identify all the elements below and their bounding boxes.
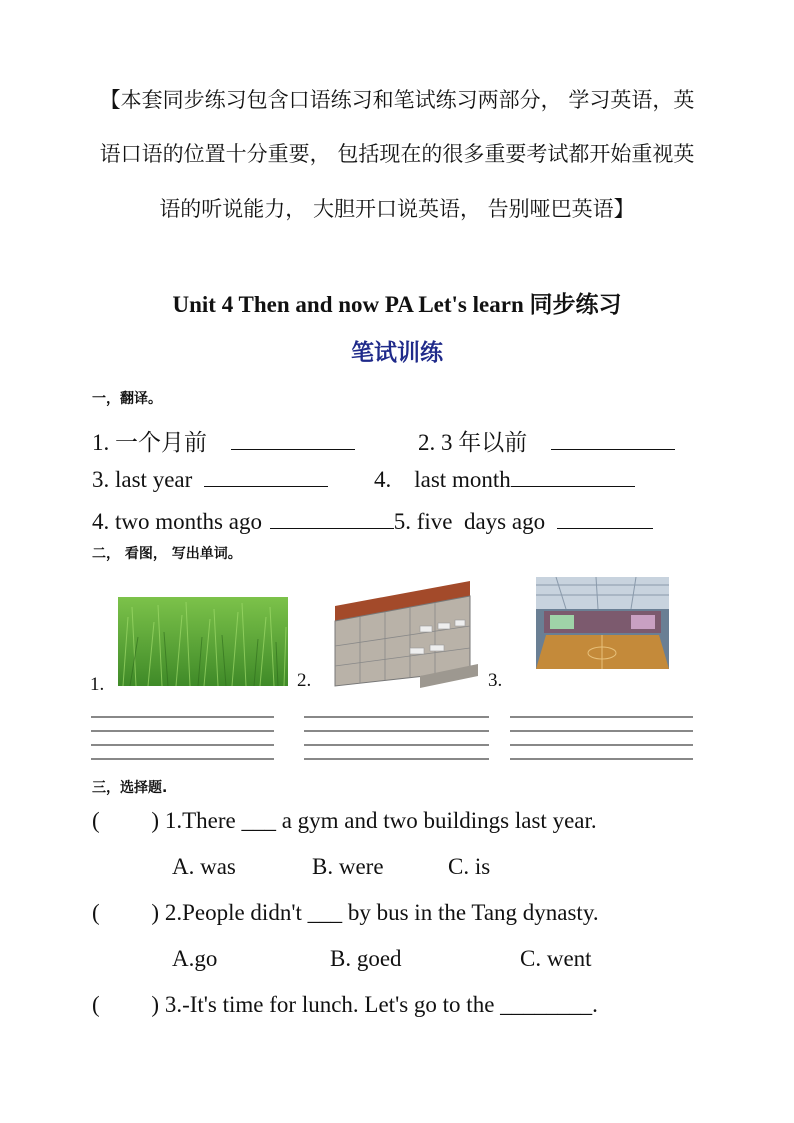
picture-label-3: 3. [488, 670, 503, 691]
translate-item-5 [92, 508, 653, 535]
question-2 [92, 900, 599, 926]
translate-item-1 [92, 424, 355, 457]
question-1-text: 1.There ___ a gym and two buildings last year. [164, 808, 597, 833]
question-2-text: 2.People didn't ___ by bus in the Tang dynasty. [164, 900, 599, 925]
option-2a: A.go [172, 946, 218, 971]
grass-image [118, 597, 288, 686]
translate-item-1-blank[interactable] [231, 429, 355, 450]
translate-item-2 [418, 424, 675, 457]
page-subtitle: 笔试训练 [351, 340, 443, 366]
answer-paren-3[interactable]: ( ) [92, 992, 160, 1017]
translate-item-4-blank[interactable] [511, 466, 635, 487]
section3-heading: 三，选择题. [92, 780, 168, 796]
translate-item-6-blank[interactable] [557, 508, 653, 529]
writing-lines-2[interactable] [304, 716, 489, 772]
translate-item-2-blank[interactable] [551, 429, 675, 450]
translate-item-5-blank[interactable] [270, 508, 394, 529]
translate-item-5-label: 4. two months ago [92, 509, 262, 534]
translate-item-3 [92, 466, 328, 493]
picture-label-2: 2. [297, 670, 312, 691]
translate-item-4 [374, 466, 635, 493]
option-1c: C. is [448, 854, 491, 879]
classroom-building-image [330, 576, 480, 688]
writing-lines-1[interactable] [91, 716, 274, 772]
page-title: Unit 4 Then and now PA Let's learn 同步练习 [172, 292, 622, 317]
picture-label-1: 1. [90, 674, 105, 695]
translate-item-2-label: 2. 3 年以前 [418, 430, 528, 455]
question-1 [92, 808, 597, 834]
translate-item-3-label: 3. last year [92, 467, 193, 492]
option-1b: B. were [312, 854, 384, 879]
option-2b: B. goed [330, 946, 402, 971]
answer-paren-1[interactable]: ( ) [92, 808, 160, 833]
writing-lines-3[interactable] [510, 716, 693, 772]
translate-item-3-blank[interactable] [204, 466, 328, 487]
translate-item-1-label: 1. 一个月前 [92, 430, 207, 455]
answer-paren-2[interactable]: ( ) [92, 900, 160, 925]
question-3-text: 3.-It's time for lunch. Let's go to the ________. [164, 992, 598, 1017]
intro-line-3: 语的听说能力， 大胆开口说英语， 告别哑巴英语】 [159, 197, 635, 221]
option-1a: A. was [172, 854, 236, 879]
option-2c: C. went [520, 946, 592, 971]
section1-heading: 一，翻译。 [92, 391, 162, 407]
translate-item-6-label: 5. five days ago [393, 509, 546, 534]
gym-image [536, 577, 669, 669]
intro-line-2: 语口语的位置十分重要， 包括现在的很多重要考试都开始重视英 [99, 142, 695, 166]
section2-heading: 二， 看图， 写出单词。 [92, 546, 242, 562]
intro-line-1: 【本套同步练习包含口语练习和笔试练习两部分， 学习英语，英 [99, 88, 695, 112]
question-3 [92, 992, 598, 1018]
translate-item-4-label: 4. last month [374, 467, 511, 492]
